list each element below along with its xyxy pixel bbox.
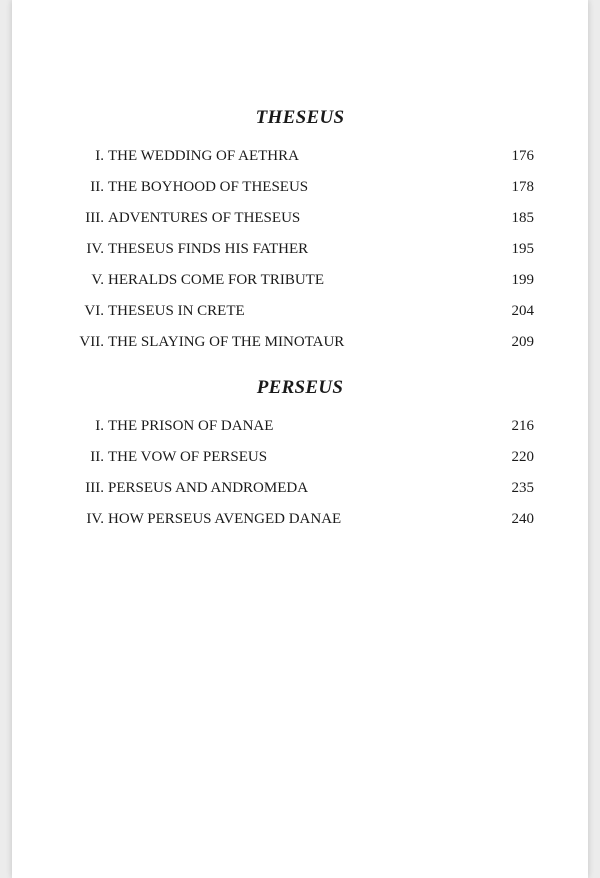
chapter-number: I.	[95, 148, 104, 164]
chapter-number: III.	[85, 480, 104, 496]
chapter-title: HERALDS COME FOR TRIBUTE	[108, 272, 324, 288]
toc-entry	[12, 411, 588, 442]
toc-entry	[12, 265, 588, 296]
chapter-title: THE SLAYING OF THE MINOTAUR	[108, 334, 345, 350]
toc-entry	[12, 473, 588, 504]
toc-entry	[12, 504, 588, 535]
page-number: 195	[511, 241, 534, 257]
toc-entry	[12, 442, 588, 473]
section-perseus	[12, 377, 588, 535]
page-number: 216	[511, 418, 534, 434]
toc-entry	[12, 172, 588, 203]
toc-entry	[12, 234, 588, 265]
chapter-number: II.	[90, 449, 104, 465]
chapter-title: THE WEDDING OF AETHRA	[108, 148, 299, 164]
chapter-title: THE BOYHOOD OF THESEUS	[108, 179, 309, 195]
page-number: 209	[511, 334, 534, 350]
page-number: 178	[511, 179, 534, 195]
chapter-number: VI.	[84, 303, 104, 319]
section-theseus	[12, 107, 588, 358]
toc-entry	[12, 296, 588, 327]
chapter-title: THESEUS FINDS HIS FATHER	[108, 241, 309, 257]
chapter-number: III.	[85, 210, 104, 226]
page-number: 235	[511, 480, 534, 496]
chapter-number: VII.	[79, 334, 104, 350]
chapter-title: ADVENTURES OF THESEUS	[108, 210, 301, 226]
chapter-number: I.	[95, 418, 104, 434]
chapter-number: II.	[90, 179, 104, 195]
section-heading: PERSEUS	[256, 377, 344, 398]
chapter-number: V.	[91, 272, 104, 288]
chapter-number: IV.	[86, 241, 104, 257]
toc-entry	[12, 141, 588, 172]
page-number: 176	[511, 148, 534, 164]
page-number: 199	[511, 272, 534, 288]
chapter-title: THE PRISON OF DANAE	[108, 418, 274, 434]
document-page	[12, 0, 588, 878]
page-number: 204	[511, 303, 534, 319]
chapter-title: THESEUS IN CRETE	[108, 303, 245, 319]
page-number: 185	[511, 210, 534, 226]
chapter-title: PERSEUS AND ANDROMEDA	[108, 480, 309, 496]
page-number: 220	[511, 449, 534, 465]
section-heading: THESEUS	[255, 107, 345, 128]
toc-entry	[12, 203, 588, 234]
chapter-title: HOW PERSEUS AVENGED DANAE	[108, 511, 342, 527]
chapter-title: THE VOW OF PERSEUS	[108, 449, 268, 465]
toc-entry	[12, 327, 588, 358]
chapter-number: IV.	[86, 511, 104, 527]
page-number: 240	[511, 511, 534, 527]
